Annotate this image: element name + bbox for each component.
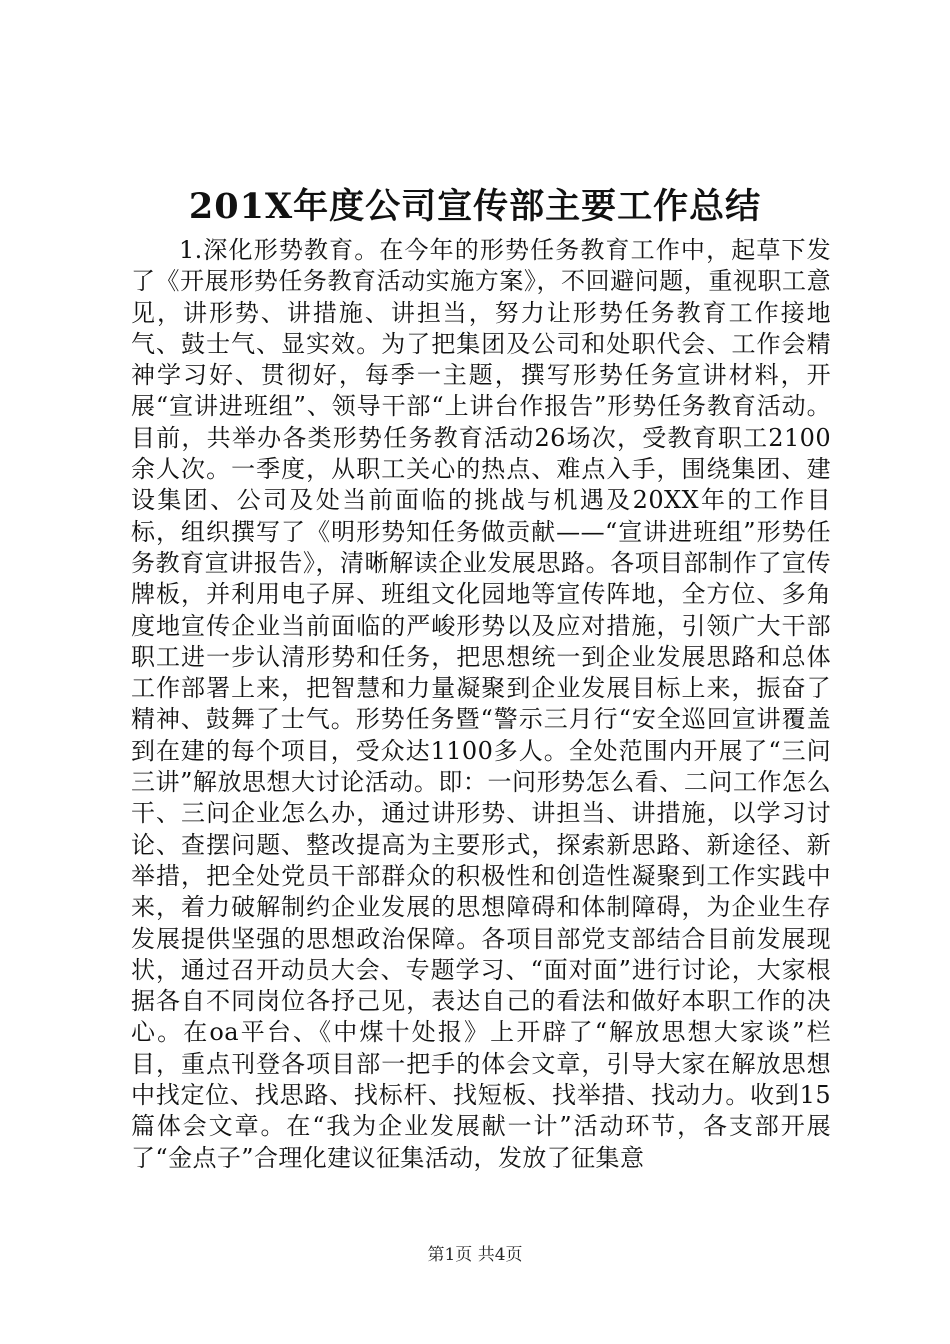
document-title: 201X年度公司宣传部主要工作总结 (188, 186, 762, 227)
body-paragraph: 1.深化形势教育。在今年的形势任务教育工作中，起草下发了《开展形势任务教育活动实施方案》，不回避问题，重视职工意见，讲形势、讲措施、讲担当，努力让形势任务教育工作接地气、鼓士气、显实效。为了把集团及公司和处职代会、工作会精神学习好、贯彻好，每季一主题，撰写形势任务宣讲材料，开展“宣讲进班组”、领导干部“上讲台作报告”形势任务教育活动。目前，共举办各类形势任务教育活动26场次，受教育职工2100余人次。一季度，从职工关心的热点、难点入手，围绕集团、建设集团、公司及处当前面临的挑战与机遇及20XX年的工作目标，组织撰写了《明形势知任务做贡献——“宣讲进班组”形势任务教育宣讲报告》，清晰解读企业发展思路。各项目部制作了宣传牌板，并利用电子屏、班组文化园地等宣传阵地，全方位、多角度地宣传企业当前面临的严峻形势以及应对措施，引领广大干部职工进一步认清形势和任务，把思想统一到企业发展思路和总体工作部署上来，把智慧和力量凝聚到企业发展目标上来，振奋了精神、鼓舞了士气。形势任务暨“警示三月行“安全巡回宣讲覆盖到在建的每个项目，受众达1100多人。全处范围内开展了“三问三讲”解放思想大讨论活动。即：一问形势怎么看、二问工作怎么干、三问企业怎么办，通过讲形势、讲担当、讲措施，以学习讨论、查摆问题、整改提高为主要形式，探索新思路、新途径、新举措，把全处党员干部群众的积极性和创造性凝聚到工作实践中来，着力破解制约企业发展的思想障碍和体制障碍，为企业生存发展提供坚强的思想政治保障。各项目部党支部结合目前发展现状，通过召开动员大会、专题学习、“面对面”进行讨论，大家根据各自不同岗位各抒己见，表达自己的看法和做好本职工作的决心。在oa平台、《中煤十处报》上开辟了“解放思想大家谈”栏目，重点刊登各项目部一把手的体会文章，引导大家在解放思想中找定位、找思路、找标杆、找短板、找举措、找动力。收到15篇体会文章。在“我为企业发展献一计”活动环节，各支部开展了“金点子”合理化建议征集活动，发放了征集意 (131, 236, 831, 1172)
page-footer: 第1页 共4页 (427, 1245, 523, 1265)
